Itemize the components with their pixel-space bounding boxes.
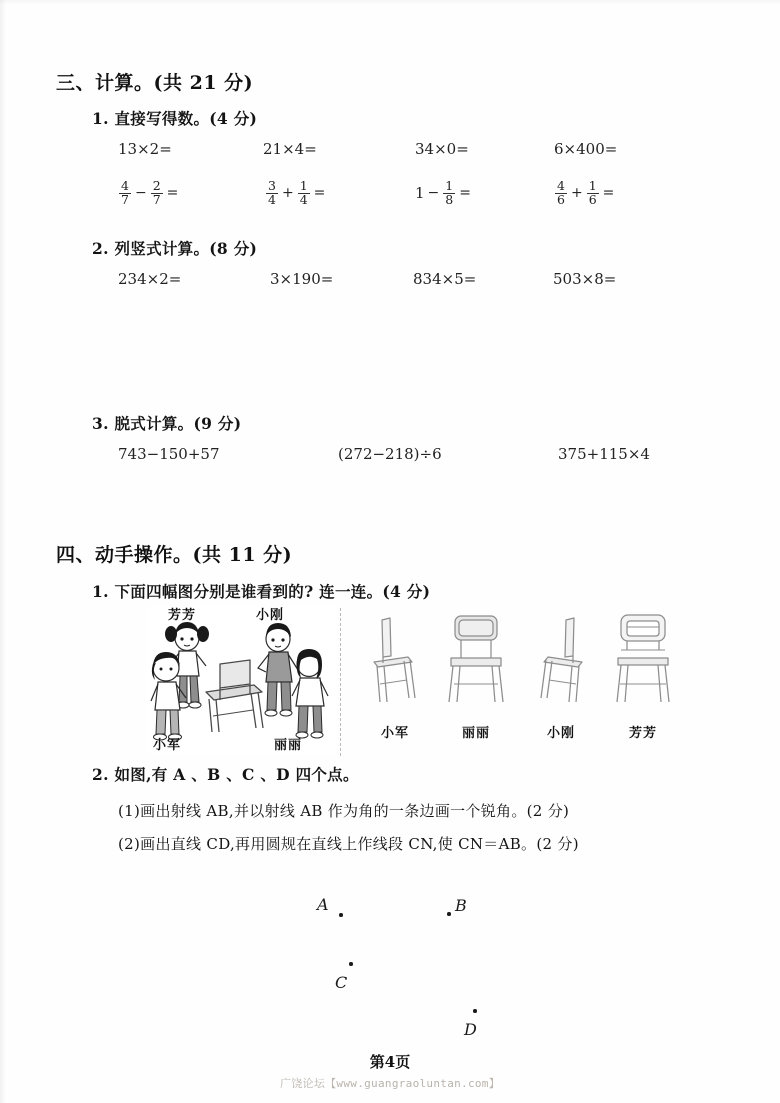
expression-3-2-2: 3×190= bbox=[270, 270, 334, 288]
expression-3-3-2: (272−218)÷6 bbox=[338, 445, 442, 463]
chair-back-icon bbox=[608, 610, 678, 715]
child-xiaogang bbox=[258, 623, 298, 716]
page-edge-shadow-left bbox=[0, 0, 6, 1103]
chair-label-3: 小刚 bbox=[546, 726, 575, 741]
fraction: $\frac{3}{4}$ bbox=[268, 178, 276, 207]
section-heading-four: 四、动手操作。(共 11 分) bbox=[56, 544, 293, 566]
point-label-a: A bbox=[317, 895, 329, 914]
equals-sign: = bbox=[166, 185, 179, 201]
expression-3-2-1: 234×2= bbox=[118, 270, 182, 288]
chair-label-1: 小军 bbox=[380, 726, 409, 741]
point-label-d: D bbox=[464, 1020, 477, 1039]
page-edge-shadow-top bbox=[0, 0, 780, 5]
chair-label-2: 丽丽 bbox=[461, 726, 490, 741]
fraction: $\frac{4}{6}$ bbox=[557, 178, 565, 207]
fraction: $\frac{4}{7}$ bbox=[121, 178, 129, 207]
question-number: 2. bbox=[92, 765, 109, 784]
section-heading-three: 三、计算。(共 21 分) bbox=[56, 72, 254, 94]
question-text: 直接写得数。(4 分) bbox=[114, 109, 258, 128]
scene-chairs-divider bbox=[340, 608, 341, 756]
operator: + bbox=[281, 185, 294, 201]
question-number: 2. bbox=[92, 239, 109, 258]
chair-view-2 bbox=[441, 610, 511, 741]
scene-name-lili: 丽丽 bbox=[274, 738, 303, 753]
chair-view-3 bbox=[526, 610, 596, 741]
equals-sign: = bbox=[459, 185, 471, 201]
operator: + bbox=[570, 185, 583, 201]
point-dot-c bbox=[349, 962, 353, 966]
fraction: $\frac{1}{8}$ bbox=[445, 178, 454, 207]
page-number-footer: 第4页 bbox=[369, 1053, 411, 1071]
fraction: $\frac{2}{7}$ bbox=[152, 178, 161, 207]
forum-watermark: 广饶论坛【www.guangraoluntan.com】 bbox=[279, 1077, 501, 1090]
expression-3-3-1: 743−150+57 bbox=[118, 445, 220, 463]
scene-name-xiaojun: 小军 bbox=[153, 738, 182, 753]
expression-3-2-3: 834×5= bbox=[413, 270, 477, 288]
chair-side-left-icon bbox=[360, 610, 430, 715]
question-label-4-1 bbox=[92, 580, 430, 602]
equals-sign: = bbox=[313, 185, 326, 201]
question-number: 1. bbox=[92, 582, 109, 601]
chair-side-right-icon bbox=[526, 610, 596, 715]
chair-view-4 bbox=[608, 610, 678, 741]
point-label-c: C bbox=[335, 973, 348, 992]
scene-svg bbox=[146, 606, 336, 754]
child-lili bbox=[292, 649, 328, 738]
chair-label-4: 芳芳 bbox=[628, 726, 657, 741]
expression-3-1-8 bbox=[554, 180, 614, 206]
question-label-3-2 bbox=[92, 237, 257, 259]
point-dot-d bbox=[473, 1009, 477, 1013]
question-label-3-1 bbox=[92, 107, 257, 129]
expression-3-1-4: 6×400= bbox=[554, 140, 618, 158]
fraction: $\frac{1}{4}$ bbox=[299, 178, 308, 207]
question-number: 1. bbox=[92, 109, 109, 128]
question-subline-4-2-2: (2)画出直线 CD,再用圆规在直线上作线段 CN,使 CN＝AB。(2 分) bbox=[118, 835, 579, 853]
question-text: 下面四幅图分别是谁看到的? 连一连。(4 分) bbox=[114, 582, 431, 601]
scene-name-fangfang: 芳芳 bbox=[168, 608, 197, 623]
expression-3-3-3: 375+115×4 bbox=[558, 445, 650, 463]
expression-3-1-6 bbox=[265, 180, 325, 206]
question-label-3-3 bbox=[92, 412, 241, 434]
question-subline-4-2-1: (1)画出射线 AB,并以射线 AB 作为角的一条边画一个锐角。(2 分) bbox=[118, 802, 570, 820]
question-number: 3. bbox=[92, 414, 109, 433]
chair-views-row bbox=[356, 610, 696, 756]
point-dot-b bbox=[447, 912, 451, 916]
expression-3-1-7 bbox=[415, 180, 471, 206]
question-text: 如图,有 A 、B 、C 、D 四个点。 bbox=[114, 765, 359, 784]
equals-sign: = bbox=[602, 185, 615, 201]
expression-3-2-4: 503×8= bbox=[553, 270, 617, 288]
expression-3-1-1: 13×2= bbox=[118, 140, 172, 158]
point-dot-a bbox=[339, 913, 343, 917]
whole-number: 1 bbox=[415, 184, 425, 202]
chair-view-1 bbox=[360, 610, 430, 741]
expression-3-1-5 bbox=[118, 180, 178, 206]
chair-front-icon bbox=[441, 610, 511, 715]
question-text: 脱式计算。(9 分) bbox=[114, 414, 242, 433]
expression-3-1-2: 21×4= bbox=[263, 140, 317, 158]
operator: − bbox=[134, 185, 147, 201]
classroom-scene-illustration bbox=[146, 606, 336, 754]
question-label-4-2 bbox=[92, 763, 359, 785]
question-text: 列竖式计算。(8 分) bbox=[114, 239, 258, 258]
point-label-b: B bbox=[455, 896, 467, 915]
fraction: $\frac{1}{6}$ bbox=[588, 178, 597, 207]
expression-3-1-3: 34×0= bbox=[415, 140, 469, 158]
scene-name-xiaogang: 小刚 bbox=[256, 608, 285, 623]
operator: − bbox=[427, 185, 440, 201]
